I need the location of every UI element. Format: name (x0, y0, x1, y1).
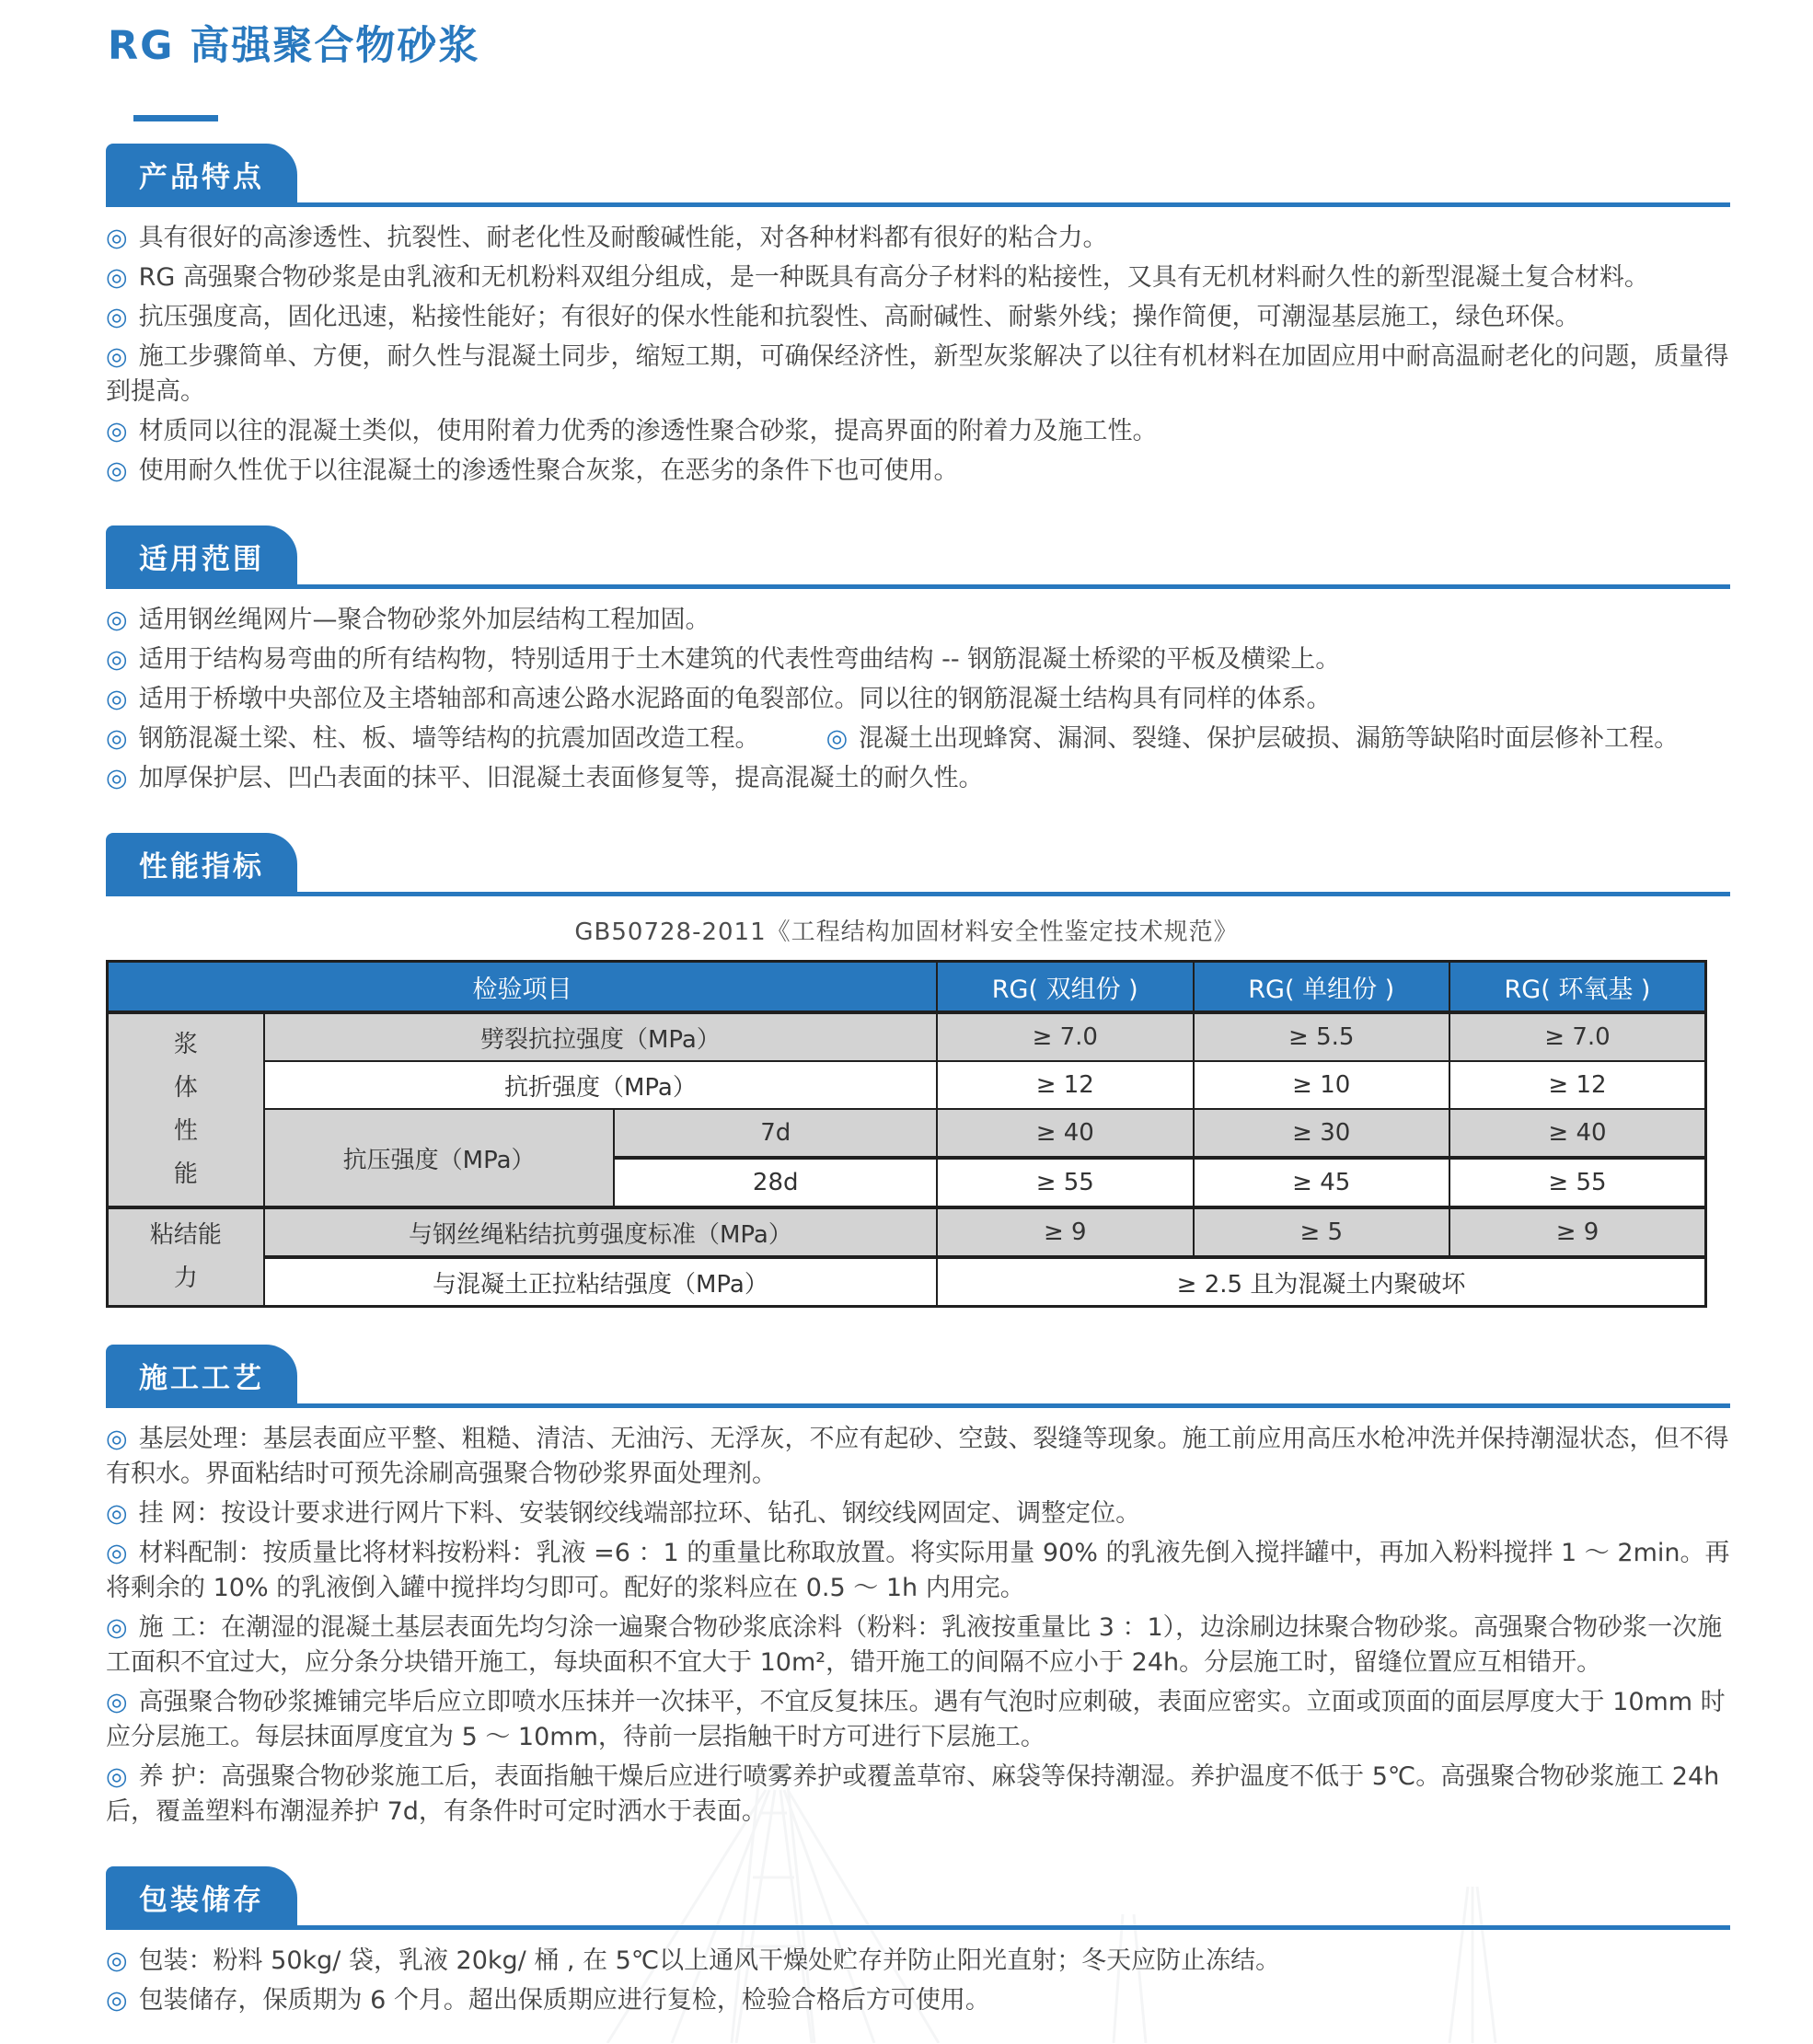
bullet-item (106, 1611, 1730, 1680)
bullet-marker-icon: ◎ (106, 303, 128, 331)
bullet-item (106, 221, 1730, 256)
bullet-marker-icon: ◎ (106, 417, 128, 445)
bullet-item (106, 682, 1730, 717)
value-cell: ≥ 7.0 (1449, 1012, 1706, 1061)
packaging-list (106, 1930, 1730, 2018)
header-cell-rge: RG( 环氧基 ) (1449, 962, 1706, 1013)
bullet-marker-icon: ◎ (106, 685, 128, 713)
features-list (106, 207, 1730, 489)
bullet-text: 包装储存，保质期为 6 个月。超出保质期应进行复检，检验合格后方可使用。 (138, 1986, 990, 2015)
group-label: 粘结能力 (149, 1221, 222, 1292)
section-header-rule (106, 531, 1730, 589)
bullet-text: 加厚保护层、凹凸表面的抹平、旧混凝土表面修复等，提高混凝土的耐久性。 (138, 764, 984, 792)
bullet-item-pair (106, 722, 1730, 756)
bullet-text: 施 工：在潮湿的混凝土基层表面先均匀涂一遍聚合物砂浆底涂料（粉料：乳液按重量比 3 ：1），边涂刷边抹聚合物砂浆。高强聚合物砂浆一次施工面积不宜过大，应分条分块错开施工，每块面积不宜大于 10m²，错开施工的间隔不应小于 24h。分层施工时，留缝位置应互相错开。 (106, 1613, 1723, 1677)
value-cell: ≥ 40 (937, 1109, 1193, 1158)
bullet-item (106, 454, 1730, 489)
bullet-text: RG 高强聚合物砂浆是由乳液和无机粉料双组分组成，是一种既具有高分子材料的粘接性，又具有无机材料耐久性的新型混凝土复合材料。 (138, 263, 1649, 292)
table-row-split-tensile (108, 1012, 1706, 1061)
table-row-shear (108, 1207, 1706, 1257)
section-badge-process: 施工工艺 (106, 1345, 297, 1404)
section-packaging (106, 1872, 1730, 2018)
bullet-marker-icon: ◎ (826, 724, 849, 753)
bullet-text: 适用钢丝绳网片—聚合物砂浆外加层结构工程加固。 (138, 606, 710, 634)
bullet-item (106, 603, 1730, 638)
value-cell: ≥ 12 (937, 1061, 1193, 1109)
bullet-marker-icon: ◎ (106, 1425, 128, 1453)
bullet-marker-icon: ◎ (106, 645, 128, 674)
item-cell: 与混凝土正拉粘结强度（MPa） (264, 1257, 937, 1307)
bullet-text: 挂 网：按设计要求进行网片下料、安装钢绞线端部拉环、钻孔、钢绞线网固定、调整定位。 (138, 1499, 1141, 1528)
section-badge-features: 产品特点 (106, 144, 297, 203)
sub-cell-7d: 7d (614, 1109, 937, 1158)
bullet-text: 混凝土出现蜂窝、漏洞、裂缝、保护层破损、漏筋等缺陷时面层修补工程。 (859, 724, 1680, 753)
group-cell-slurry (108, 1012, 264, 1207)
bullet-marker-icon: ◎ (106, 342, 128, 371)
bullet-item (106, 1496, 1730, 1531)
bullet-text: 适用于结构易弯曲的所有结构物，特别适用于土木建筑的代表性弯曲结构 -- 钢筋混凝土桥梁的平板及横梁上。 (138, 645, 1341, 674)
section-header-rule (106, 1872, 1730, 1930)
bullet-marker-icon: ◎ (106, 1688, 128, 1716)
section-features (106, 149, 1730, 489)
title-underline (133, 115, 218, 121)
value-cell: ≥ 12 (1449, 1061, 1706, 1109)
bullet-marker-icon: ◎ (106, 456, 128, 485)
bullet-text: 高强聚合物砂浆摊铺完毕后应立即喷水压抹并一次抹平，不宜反复抹压。遇有气泡时应刺破，表面应密实。立面或顶面的面层厚度大于 10mm 时应分层施工。每层抹面厚度宜为 5 ～ 10mm，待前一层指触干时方可进行下层施工。 (106, 1688, 1726, 1751)
table-row-flexural (108, 1061, 1706, 1109)
bullet-text: 材料配制：按质量比将材料按粉料：乳液 =6 ：1 的重量比称取放置。将实际用量 90% 的乳液先倒入搅拌罐中，再加入粉料搅拌 1 ～ 2min。再将剩余的 10% 的乳液倒入罐中搅拌均匀即可。配好的浆料应在 0.5 ～ 1h 内用完。 (106, 1539, 1730, 1602)
bullet-text: 具有很好的高渗透性、抗裂性、耐老化性及耐酸碱性能，对各种材料都有很好的粘合力。 (138, 224, 1108, 252)
value-cell: ≥ 45 (1194, 1158, 1449, 1207)
sub-cell-28d: 28d (614, 1158, 937, 1207)
bullet-item (106, 1685, 1730, 1755)
bullet-marker-icon: ◎ (106, 1613, 128, 1642)
bullet-item (106, 1983, 1730, 2018)
table-row-compressive-7d (108, 1109, 1706, 1158)
header-cell-rg1: RG( 单组份 ) (1194, 962, 1449, 1013)
table-caption: GB50728-2011《工程结构加固材料安全性鉴定技术规范》 (574, 918, 1239, 946)
value-cell: ≥ 10 (1194, 1061, 1449, 1109)
bullet-item (106, 260, 1730, 295)
bullet-item (106, 300, 1730, 335)
bullet-item (106, 414, 1730, 449)
bullet-item (106, 340, 1730, 410)
table-header-row (108, 962, 1706, 1013)
item-cell: 抗折强度（MPa） (264, 1061, 937, 1109)
section-header-rule (106, 1350, 1730, 1408)
section-performance (106, 838, 1730, 1308)
bullet-text: 包装：粉料 50kg/ 袋，乳液 20kg/ 桶 , 在 5℃以上通风干燥处贮存并防止阳光直射；冬天应防止冻结。 (138, 1946, 1281, 1975)
bullet-item (106, 1760, 1730, 1830)
section-process (106, 1350, 1730, 1830)
header-cell-rg2: RG( 双组份 ) (937, 962, 1193, 1013)
bullet-text: 抗压强度高，固化迅速，粘接性能好；有很好的保水性能和抗裂性、高耐碱性、耐紫外线；操作简便，可潮湿基层施工，绿色环保。 (138, 303, 1580, 331)
value-cell: ≥ 55 (1449, 1158, 1706, 1207)
bullet-marker-icon: ◎ (106, 1986, 128, 2015)
bullet-item (106, 1944, 1730, 1979)
bullet-item (106, 1536, 1730, 1606)
bullet-marker-icon: ◎ (106, 1946, 128, 1975)
bullet-marker-icon: ◎ (106, 1762, 128, 1791)
bullet-marker-icon: ◎ (106, 606, 128, 634)
bullet-text: 适用于桥墩中央部位及主塔轴部和高速公路水泥路面的龟裂部位。同以往的钢筋混凝土结构具有同样的体系。 (138, 685, 1332, 713)
section-badge-performance: 性能指标 (106, 833, 297, 893)
value-cell-span: ≥ 2.5 且为混凝土内聚破坏 (937, 1257, 1705, 1307)
section-header-rule (106, 838, 1730, 896)
bullet-text: 钢筋混凝土梁、柱、板、墙等结构的抗震加固改造工程。 (138, 724, 760, 753)
bullet-text: 使用耐久性优于以往混凝土的渗透性聚合灰浆，在恶劣的条件下也可使用。 (138, 456, 959, 485)
value-cell: ≥ 7.0 (937, 1012, 1193, 1061)
page-content (106, 0, 1730, 2023)
bullet-marker-icon: ◎ (106, 764, 128, 792)
bullet-marker-icon: ◎ (106, 1539, 128, 1567)
value-cell: ≥ 40 (1449, 1109, 1706, 1158)
bullet-item (106, 642, 1730, 677)
table-row-normal-bond (108, 1257, 1706, 1307)
performance-table (106, 960, 1707, 1308)
header-cell-item: 检验项目 (108, 962, 938, 1013)
bullet-text: 材质同以往的混凝土类似，使用附着力优秀的渗透性聚合砂浆，提高界面的附着力及施工性。 (138, 417, 1158, 445)
section-header-rule (106, 149, 1730, 207)
bullet-item (106, 761, 1730, 796)
page-title: RG 高强聚合物砂浆 (108, 23, 480, 69)
bullet-marker-icon: ◎ (106, 263, 128, 292)
scope-list (106, 589, 1730, 796)
group-label: 浆体性能 (173, 1031, 198, 1188)
value-cell: ≥ 30 (1194, 1109, 1449, 1158)
item-cell: 劈裂抗拉强度（MPa） (264, 1012, 937, 1061)
value-cell: ≥ 55 (937, 1158, 1193, 1207)
bullet-marker-icon: ◎ (106, 1499, 128, 1528)
bullet-marker-icon: ◎ (106, 224, 128, 252)
process-list (106, 1408, 1730, 1830)
item-cell-compressive: 抗压强度（MPa） (264, 1109, 615, 1207)
group-cell-bond (108, 1207, 264, 1307)
bullet-marker-icon: ◎ (106, 724, 128, 753)
item-cell: 与钢丝绳粘结抗剪强度标准（MPa） (264, 1207, 937, 1257)
value-cell: ≥ 5.5 (1194, 1012, 1449, 1061)
section-badge-scope: 适用范围 (106, 525, 297, 585)
bullet-text: 基层处理：基层表面应平整、粗糙、清洁、无油污、无浮灰，不应有起砂、空鼓、裂缝等现象。施工前应用高压水枪冲洗并保持潮湿状态，但不得有积水。界面粘结时可预先涂刷高强聚合物砂浆界面处理剂。 (106, 1425, 1729, 1488)
value-cell: ≥ 9 (937, 1207, 1193, 1257)
section-badge-packaging: 包装储存 (106, 1866, 297, 1926)
section-scope (106, 531, 1730, 796)
bullet-item (106, 1422, 1730, 1492)
bullet-text: 施工步骤简单、方便，耐久性与混凝土同步，缩短工期，可确保经济性，新型灰浆解决了以往有机材料在加固应用中耐高温耐老化的问题，质量得到提高。 (106, 342, 1729, 406)
value-cell: ≥ 9 (1449, 1207, 1706, 1257)
bullet-text: 养 护：高强聚合物砂浆施工后，表面指触干燥后应进行喷雾养护或覆盖草帘、麻袋等保持潮湿。养护温度不低于 5℃。高强聚合物砂浆施工 24h 后，覆盖塑料布潮湿养护 7d，有条件时可定时洒水于表面。 (106, 1762, 1720, 1826)
value-cell: ≥ 5 (1194, 1207, 1449, 1257)
